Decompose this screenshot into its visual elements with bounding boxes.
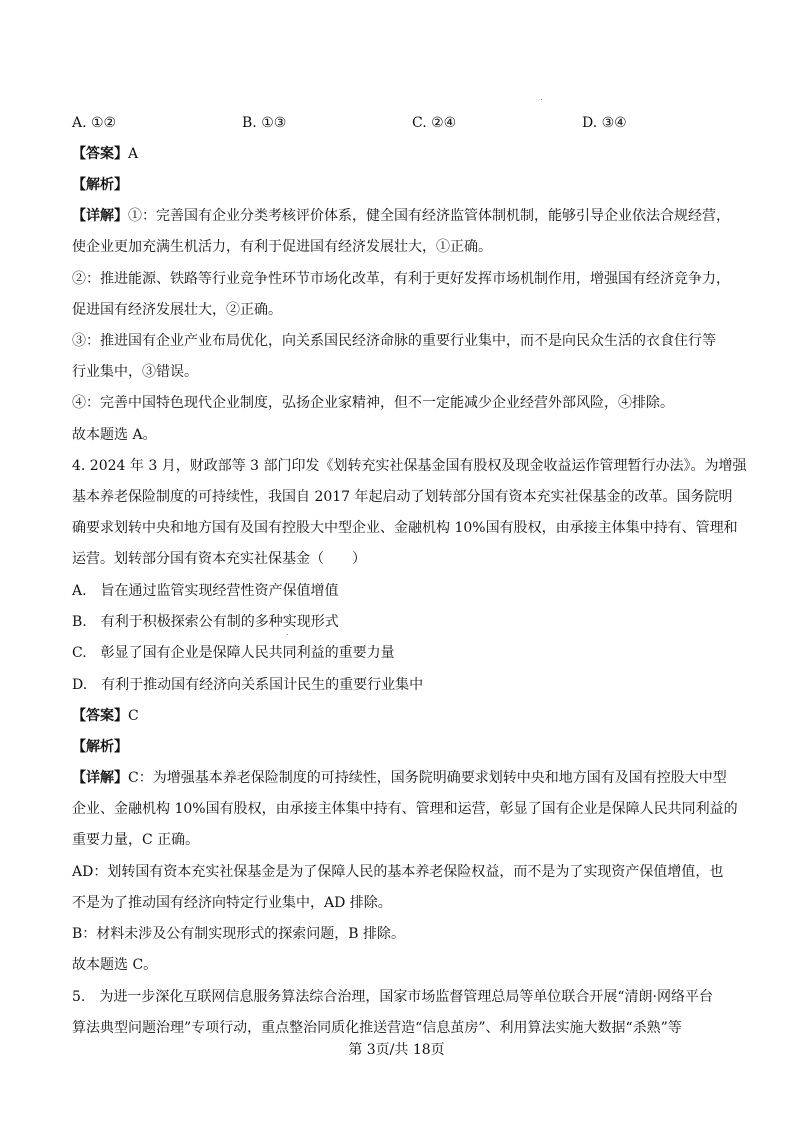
- option-d: D. ③④: [582, 115, 627, 131]
- q4-stem-line: 基本养老保险制度的可持续性，我国自 2017 年起启动了划转部分国有资本充实社保基金的改革。国务院明: [72, 489, 733, 505]
- q3-detail-line: ④：完善中国特色现代企业制度，弘扬企业家精神，但不一定能减少企业经营外部风险，④排除。: [72, 395, 674, 411]
- q4-detail-line: B：材料未涉及公有制实现形式的探索问题，B 排除。: [72, 926, 406, 942]
- answer-value: C: [128, 708, 139, 724]
- detail-tag: 【详解】: [72, 770, 128, 786]
- scan-speck: [541, 99, 542, 100]
- q3-detail-line: 行业集中，③错误。: [72, 364, 198, 380]
- q4-detail-line: 不是为了推动国有经济向特定行业集中，AD 排除。: [72, 895, 392, 911]
- q3-analysis-tag: 【解析】: [72, 177, 128, 193]
- q3-detail-line: 【详解】①：完善国有企业分类考核评价体系，健全国有经济监管体制机制，能够引导企业依法合规经营，: [72, 208, 730, 224]
- q5-stem-line: 算法典型问题治理”专项行动，重点整治同质化推送营造“信息茧房”、利用算法实施大数据“杀熟”等: [72, 1020, 682, 1036]
- q4-option-b: B. 有利于积极探索公有制的多种实现形式: [72, 614, 339, 630]
- q4-stem-line: 4. 2024 年 3 月，财政部等 3 部门印发《划转充实社保基金国有股权及现金收益运作管理暂行办法》。为增强: [72, 458, 747, 474]
- q3-conclusion: 故本题选 A。: [72, 427, 157, 443]
- page-footer: 第 3页/共 18页: [348, 1042, 445, 1058]
- answer-tag: 【答案】: [72, 146, 128, 162]
- option-c: C. ②④: [412, 115, 457, 131]
- detail-tag: 【详解】: [72, 208, 128, 224]
- q3-answer: [72, 145, 138, 163]
- q4-answer: [72, 707, 139, 725]
- q4-option-a: A. 旨在通过监管实现经营性资产保值增值: [72, 583, 339, 599]
- q4-detail-line: AD：划转国有资本充实社保基金是为了保障人民的基本养老保险权益，而不是为了实现资产保值增值，也: [72, 864, 724, 880]
- answer-value: A: [128, 146, 139, 162]
- q4-stem-line: 运营。划转部分国有资本充实社保基金（ ）: [72, 551, 366, 567]
- q4-analysis-tag: 【解析】: [72, 739, 128, 755]
- q3-detail-line: ②：推进能源、铁路等行业竞争性环节市场化改革，有利于更好发挥市场机制作用，增强国有经济竞争力，: [72, 271, 730, 287]
- q4-conclusion: 故本题选 C。: [72, 957, 158, 973]
- q3-detail-line: 使企业更加充满生机活力，有利于促进国有经济发展壮大，①正确。: [72, 239, 492, 255]
- answer-tag: 【答案】: [72, 708, 128, 724]
- q4-option-d: D. 有利于推动国有经济向关系国计民生的重要行业集中: [72, 677, 424, 693]
- q3-detail-line: 促进国有经济发展壮大，②正确。: [72, 302, 282, 318]
- q4-option-c: C. 彰显了国有企业是保障人民共同利益的重要力量: [72, 645, 395, 661]
- option-a: A. ①②: [72, 115, 117, 131]
- q5-stem-line: 5. 为进一步深化互联网信息服务算法综合治理，国家市场监督管理总局等单位联合开展“清朗·网络平台: [72, 989, 713, 1005]
- option-b: B. ①③: [242, 115, 287, 131]
- q3-detail-line: ③：推进国有企业产业布局优化，向关系国民经济命脉的重要行业集中，而不是向民众生活的衣食住行等: [72, 333, 716, 349]
- q4-detail-line: 重要力量，C 正确。: [72, 832, 200, 848]
- scan-speck: [287, 634, 288, 635]
- q4-detail-line: 企业、金融机构 10%国有股权，由承接主体集中持有、管理和运营，彰显了国有企业是保障人民共同利益的: [72, 801, 738, 817]
- q4-detail-line: 【详解】C：为增强基本养老保险制度的可持续性，国务院明确要求划转中央和地方国有及国有控股大中型: [72, 770, 727, 786]
- q4-stem-line: 确要求划转中央和地方国有及国有控股大中型企业、金融机构 10%国有股权，由承接主体集中持有、管理和: [72, 520, 738, 536]
